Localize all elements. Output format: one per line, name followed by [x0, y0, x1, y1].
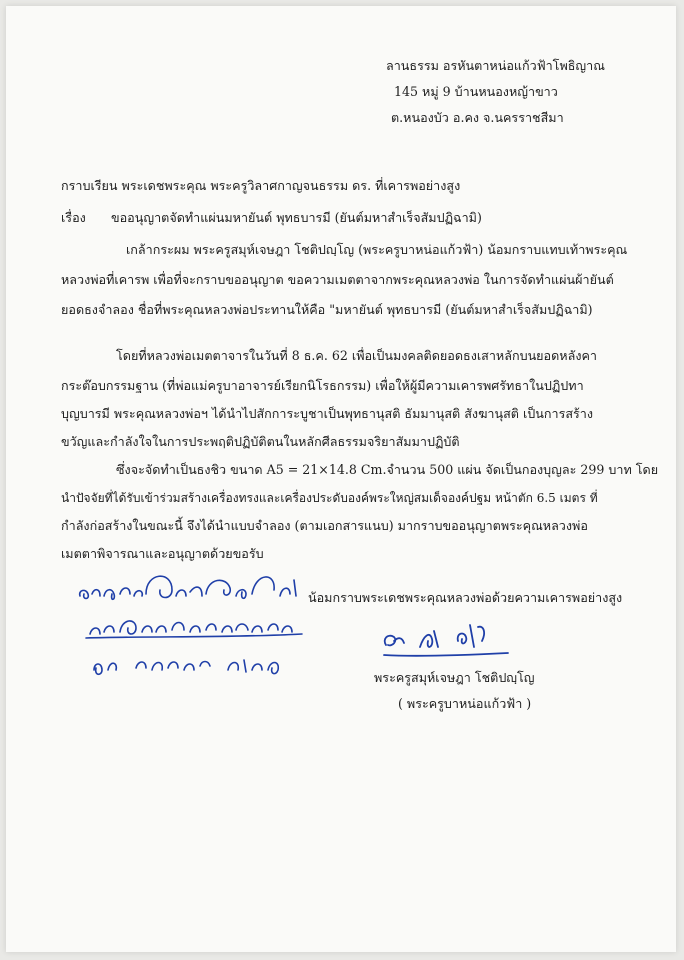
paragraph-2-line-1: โดยที่หลวงพ่อเมตตาจารในวันที่ 8 ธ.ค. 62 เพื่อเป็นมงคลติดยอดธงเสาหลักบนยอดหลังคา — [116, 348, 597, 363]
signatory-name: พระครูสมุห์เจษฎา โชติปญฺโญ — [374, 670, 535, 685]
paragraph-1-line-2: หลวงพ่อที่เคารพ เพื่อที่จะกราบขออนุญาต ขอความเมตตาจากพระคุณหลวงพ่อ ในการจัดทำแผ่นผ้ายันต์ — [61, 272, 614, 287]
paragraph-3-line-4: เมตตาพิจารณาและอนุญาตด้วยขอรับ — [61, 546, 264, 561]
paragraph-3-line-2: นำปัจจัยที่ได้รับเข้าร่วมสร้างเครื่องทรงและเครื่องประดับองค์พระใหญ่สมเด็จองค์ปฐม หน้าตัก 6.5 เมตร ที่ — [61, 491, 598, 505]
signatory-title: ( พระครูบาหน่อแก้วฟ้า ) — [398, 696, 532, 711]
salutation: กราบเรียน พระเดชพระคุณ พระครูวิลาศกาญจนธรรม ดร. ที่เคารพอย่างสูง — [61, 178, 461, 193]
signature-image — [378, 611, 528, 661]
handwritten-approval-note — [76, 566, 311, 681]
sender-address-line-3: ต.หนองบัว อ.คง จ.นครราชสีมา — [391, 110, 564, 125]
closing-line: น้อมกราบพระเดชพระคุณหลวงพ่อด้วยความเคารพอย่างสูง — [308, 590, 623, 605]
paragraph-2-line-4: ขวัญและกำลังใจในการประพฤติปฏิบัติตนในหลักศีลธรรมจริยาสัมมาปฏิบัติ — [61, 434, 460, 449]
subject-text: ขออนุญาตจัดทำแผ่นมหายันต์ พุทธบารมี (ยันต์มหาสำเร็จสัมปฏิฉามิ) — [111, 210, 482, 225]
paragraph-3-line-1: ซึ่งจะจัดทำเป็นธงชิว ขนาด A5 = 21×14.8 Cm.จำนวน 500 แผ่น จัดเป็นกองบุญละ 299 บาท โดย — [116, 462, 659, 477]
paragraph-2-line-2: กระต๊อบกรรมฐาน (ที่พ่อแม่ครูบาอาจารย์เรียกนิโรธกรรม) เพื่อให้ผู้มีความเคารพศรัทธาในปฏิปทา — [61, 378, 584, 393]
paragraph-2-line-3: บุญบารมี พระคุณหลวงพ่อฯ ได้นำไปสักการะบูชาเป็นพุทธานุสติ ธัมมานุสติ สังฆานุสติ เป็นการสร้าง — [61, 406, 594, 421]
paragraph-3-line-3: กำลังก่อสร้างในขณะนี้ จึงได้นำแบบจำลอง (ตามเอกสารแนบ) มากราบขออนุญาตพระคุณหลวงพ่อ — [61, 518, 588, 533]
sender-address-line-1: ลานธรรม อรหันตาหน่อแก้วฟ้าโพธิญาณ — [386, 58, 605, 73]
subject-label: เรื่อง — [61, 210, 86, 225]
paragraph-1-line-1: เกล้ากระผม พระครูสมุห์เจษฎา โชติปญฺโญ (พระครูบาหน่อแก้วฟ้า) น้อมกราบแทบเท้าพระคุณ — [126, 242, 628, 257]
sender-address-line-2: 145 หมู่ 9 บ้านหนองหญ้าขาว — [394, 84, 558, 99]
paragraph-1-line-3: ยอดธงจำลอง ชื่อที่พระคุณหลวงพ่อประทานให้คือ "มหายันต์ พุทธบารมี (ยันต์มหาสำเร็จสัมปฏิฉามิ) — [61, 302, 593, 317]
letter-page — [6, 6, 676, 952]
